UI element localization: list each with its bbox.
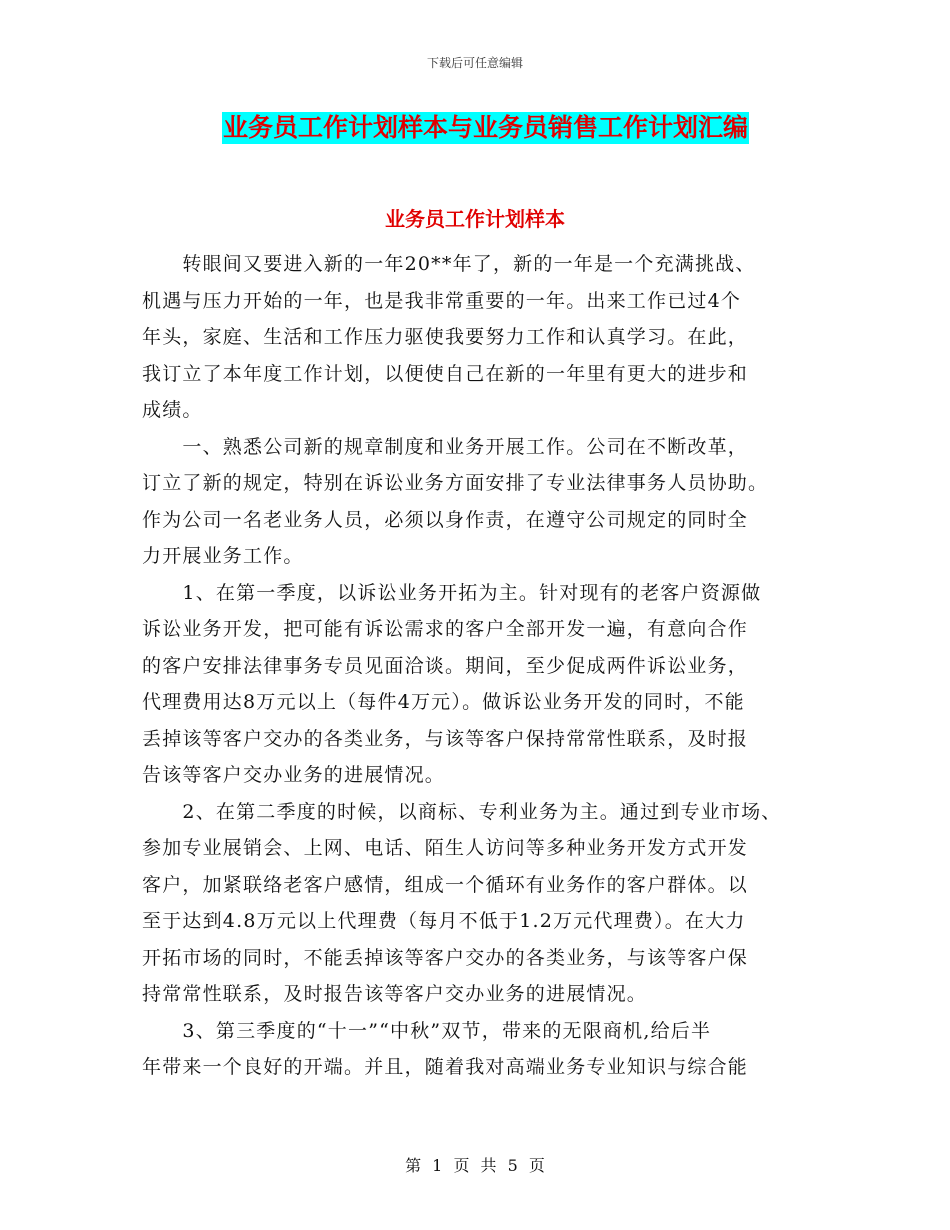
paragraph-line: 一、熟悉公司新的规章制度和业务开展工作。公司在不断改革， <box>142 435 749 458</box>
paragraph-line: 年头，家庭、生活和工作压力驱使我要努力工作和认真学习。在此， <box>142 326 749 348</box>
paragraph-line: 2、在第二季度的时候，以商标、专利业务为主。通过到专业市场、 <box>142 800 782 823</box>
body-paragraph <box>142 794 812 1013</box>
body-paragraph <box>142 575 812 794</box>
paragraph-line: 转眼间又要进入新的一年20**年了，新的一年是一个充满挑战、 <box>142 253 756 275</box>
paragraph-line: 开拓市场的同时，不能丢掉该等客户交办的各类业务，与该等客户保 <box>142 946 749 969</box>
section-title: 业务员工作计划样本 <box>385 207 565 231</box>
paragraph-line: 持常常性联系，及时报告该等客户交办业务的进展情况。 <box>142 983 648 1005</box>
body-paragraph <box>142 246 812 429</box>
paragraph-line: 机遇与压力开始的一年，也是我非常重要的一年。出来工作已过4个 <box>142 289 742 312</box>
paragraph-line: 代理费用达8万元以上（每件4万元）。做诉讼业务开发的同时，不能 <box>142 691 745 713</box>
page-footer: 第 1 页 共 5 页 <box>405 1156 545 1175</box>
paragraph-line: 客户，加紧联络老客户感情，组成一个循环有业务作的客户群体。以 <box>142 873 749 896</box>
paragraph-line: 年带来一个良好的开端。并且，随着我对高端业务专业知识与综合能 <box>142 1056 749 1078</box>
paragraph-line: 的客户安排法律事务专员见面洽谈。期间，至少促成两件诉讼业务， <box>142 654 749 677</box>
document-body <box>142 246 812 1086</box>
paragraph-line: 诉讼业务开发，把可能有诉讼需求的客户全部开发一遍，有意向合作 <box>142 618 749 640</box>
paragraph-line: 我订立了本年度工作计划，以便使自己在新的一年里有更大的进步和 <box>142 362 749 385</box>
paragraph-line: 丢掉该等客户交办的各类业务，与该等客户保持常常性联系，及时报 <box>142 727 749 750</box>
paragraph-line: 参加专业展销会、上网、电话、陌生人访问等多种业务开发方式开发 <box>142 837 749 859</box>
paragraph-line: 告该等客户交办业务的进展情况。 <box>142 764 446 786</box>
document-main-title: 业务员工作计划样本与业务员销售工作计划汇编 <box>223 113 749 142</box>
header-note: 下载后可任意编辑 <box>426 56 523 70</box>
paragraph-line: 至于达到4.8万元以上代理费（每月不低于1.2万元代理费）。在大力 <box>142 910 746 932</box>
body-paragraph <box>142 429 812 575</box>
paragraph-line: 订立了新的规定，特别在诉讼业务方面安排了专业法律事务人员协助。 <box>142 472 769 494</box>
paragraph-line: 作为公司一名老业务人员，必须以身作责，在遵守公司规定的同时全 <box>142 508 749 531</box>
paragraph-line: 力开展业务工作。 <box>142 545 304 567</box>
body-paragraph <box>142 1013 812 1086</box>
paragraph-line: 成绩。 <box>142 399 203 421</box>
paragraph-line: 3、第三季度的“十一”“中秋”双节，带来的无限商机,给后半 <box>142 1019 712 1042</box>
paragraph-line: 1、在第一季度，以诉讼业务开拓为主。针对现有的老客户资源做 <box>142 581 762 604</box>
